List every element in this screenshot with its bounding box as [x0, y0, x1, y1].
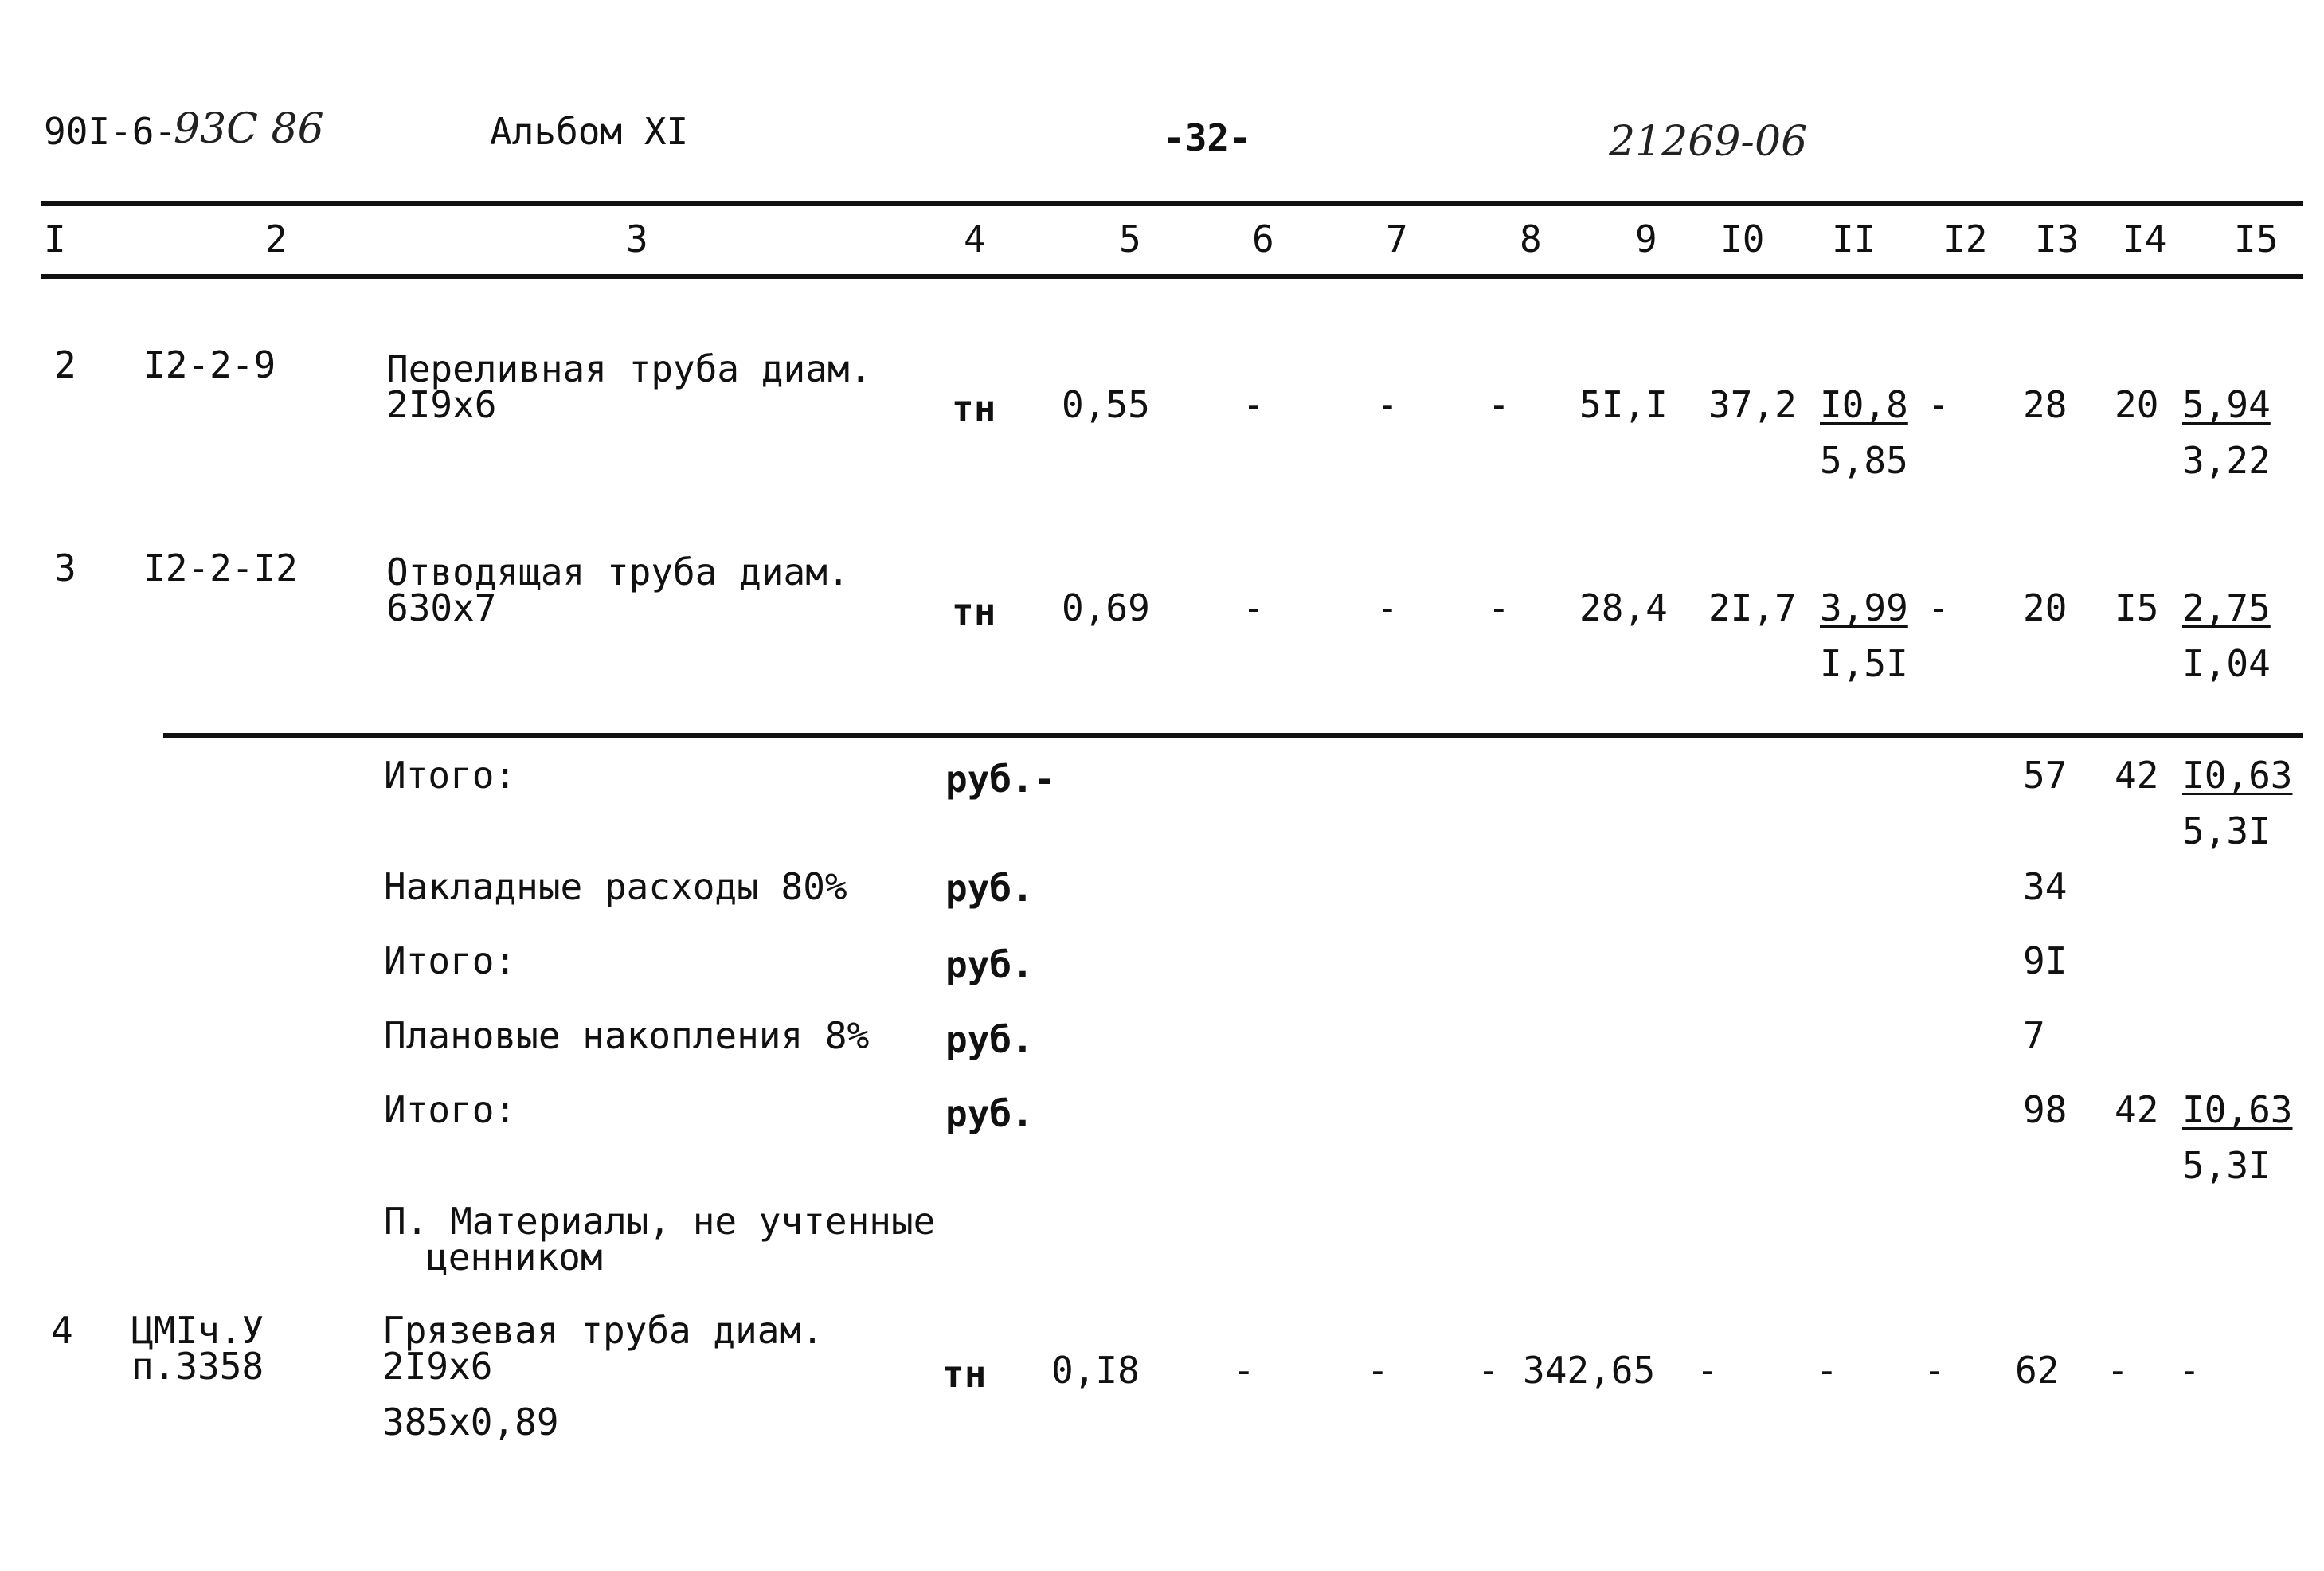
summary-col13: 57: [2023, 754, 2068, 797]
item-name: Грязевая труба диам.: [382, 1309, 824, 1352]
col15-value-bottom: I,04: [2182, 642, 2271, 685]
column-header-13: I3: [2035, 217, 2079, 261]
item-code-reference: п.3358: [131, 1345, 264, 1388]
col8-value: -: [1477, 1349, 1500, 1392]
item-code: ЦМIч.У: [131, 1309, 264, 1352]
summary-unit: руб.: [945, 867, 1034, 910]
col12-value: -: [1927, 383, 1950, 426]
col11-value-bottom: I,5I: [1820, 642, 1908, 685]
summary-col14: 42: [2115, 754, 2159, 797]
col12-value: -: [1927, 586, 1950, 629]
quantity: 0,69: [1062, 586, 1150, 629]
unit: тн: [942, 1353, 987, 1396]
summary-label: Итого:: [384, 1088, 517, 1131]
item-weight: 385x0,89: [382, 1401, 559, 1444]
item-name: Отводящая труба диам.: [386, 550, 850, 594]
col12-value: -: [1923, 1349, 1946, 1392]
col15-value-top: 2,75: [2182, 586, 2271, 629]
col8-value: -: [1488, 586, 1510, 629]
summary-col15-top: I0,63: [2182, 754, 2293, 797]
section-heading: П. Материалы, не учтенные: [384, 1200, 936, 1243]
summary-col13: 9I: [2023, 939, 2068, 982]
summary-col15-bottom: 5,3I: [2182, 1144, 2271, 1187]
summary-col13: 98: [2023, 1088, 2068, 1131]
column-header-11: II: [1832, 217, 1876, 261]
row-number: 3: [54, 547, 76, 590]
item-code: I2-2-9: [143, 343, 276, 386]
column-header-3: 3: [626, 217, 648, 261]
col14-value: I5: [2115, 586, 2159, 629]
column-header-14: I4: [2123, 217, 2167, 261]
column-header-7: 7: [1386, 217, 1408, 261]
row-number: 2: [54, 343, 76, 386]
summary-label: Итого:: [384, 754, 517, 797]
document-code-handwritten: 93С 86: [174, 105, 324, 153]
column-header-2: 2: [265, 217, 288, 261]
column-header-6: 6: [1252, 217, 1274, 261]
col14-value: -: [2107, 1349, 2129, 1392]
summary-col15-bottom: 5,3I: [2182, 809, 2271, 852]
col7-value: -: [1376, 383, 1399, 426]
col11-value-top: I0,8: [1820, 383, 1908, 426]
summary-label: Итого:: [384, 939, 517, 982]
column-header-8: 8: [1520, 217, 1542, 261]
summary-unit: руб.-: [945, 758, 1056, 801]
quantity: 0,55: [1062, 383, 1150, 426]
unit: тн: [952, 590, 996, 633]
page-number: -32-: [1163, 116, 1251, 159]
col14-value: 20: [2115, 383, 2159, 426]
col9-value: 5I,I: [1579, 383, 1668, 426]
column-header-12: I2: [1943, 217, 1988, 261]
summary-col15-top: I0,63: [2182, 1088, 2293, 1131]
document-number-handwritten: 21269-06: [1609, 118, 1808, 166]
col13-value: 20: [2023, 586, 2068, 629]
document-code: 90I-6-: [44, 110, 177, 153]
header-top-rule: [41, 201, 2303, 206]
header-bottom-rule: [41, 274, 2303, 279]
row-number: 4: [51, 1309, 73, 1352]
item-size: 2I9x6: [386, 383, 497, 426]
col11-value-top: 3,99: [1820, 586, 1908, 629]
item-name: Переливная труба диам.: [386, 347, 872, 390]
album-label: Альбом XI: [490, 110, 689, 153]
unit: тн: [952, 387, 996, 430]
item-code: I2-2-I2: [143, 547, 298, 590]
column-header-15: I5: [2234, 217, 2279, 261]
item-size: 630x7: [386, 586, 497, 629]
summary-unit: руб.: [945, 1018, 1034, 1061]
col9-value: 28,4: [1579, 586, 1668, 629]
col9-value: 342,65: [1523, 1349, 1656, 1392]
col6-value: -: [1242, 586, 1265, 629]
column-header-9: 9: [1635, 217, 1657, 261]
item-size: 2I9x6: [382, 1345, 493, 1388]
column-header-4: 4: [964, 217, 986, 261]
col15-value-top: 5,94: [2182, 383, 2271, 426]
summary-col13: 34: [2023, 865, 2068, 908]
summary-unit: руб.: [945, 1092, 1034, 1135]
quantity: 0,I8: [1051, 1349, 1140, 1392]
column-header-10: I0: [1720, 217, 1765, 261]
col10-value: 37,2: [1708, 383, 1797, 426]
column-header-5: 5: [1119, 217, 1141, 261]
col15-value-bottom: 3,22: [2182, 439, 2271, 482]
summary-col13: 7: [2023, 1014, 2045, 1057]
col13-value: 28: [2023, 383, 2068, 426]
col10-value: 2I,7: [1708, 586, 1797, 629]
col11-value: -: [1816, 1349, 1838, 1392]
col6-value: -: [1233, 1349, 1255, 1392]
summary-col14: 42: [2115, 1088, 2159, 1131]
col13-value: 62: [2015, 1349, 2060, 1392]
col11-value-bottom: 5,85: [1820, 439, 1908, 482]
col8-value: -: [1488, 383, 1510, 426]
summary-label: Накладные расходы 80%: [384, 865, 847, 908]
col7-value: -: [1367, 1349, 1389, 1392]
summary-label: Плановые накопления 8%: [384, 1014, 870, 1057]
totals-rule: [163, 733, 2303, 738]
col10-value: -: [1696, 1349, 1719, 1392]
column-header-1: I: [44, 217, 66, 261]
col15-value: -: [2178, 1349, 2201, 1392]
section-heading-continued: ценником: [426, 1236, 603, 1279]
summary-unit: руб.: [945, 943, 1034, 986]
col7-value: -: [1376, 586, 1399, 629]
col6-value: -: [1242, 383, 1265, 426]
